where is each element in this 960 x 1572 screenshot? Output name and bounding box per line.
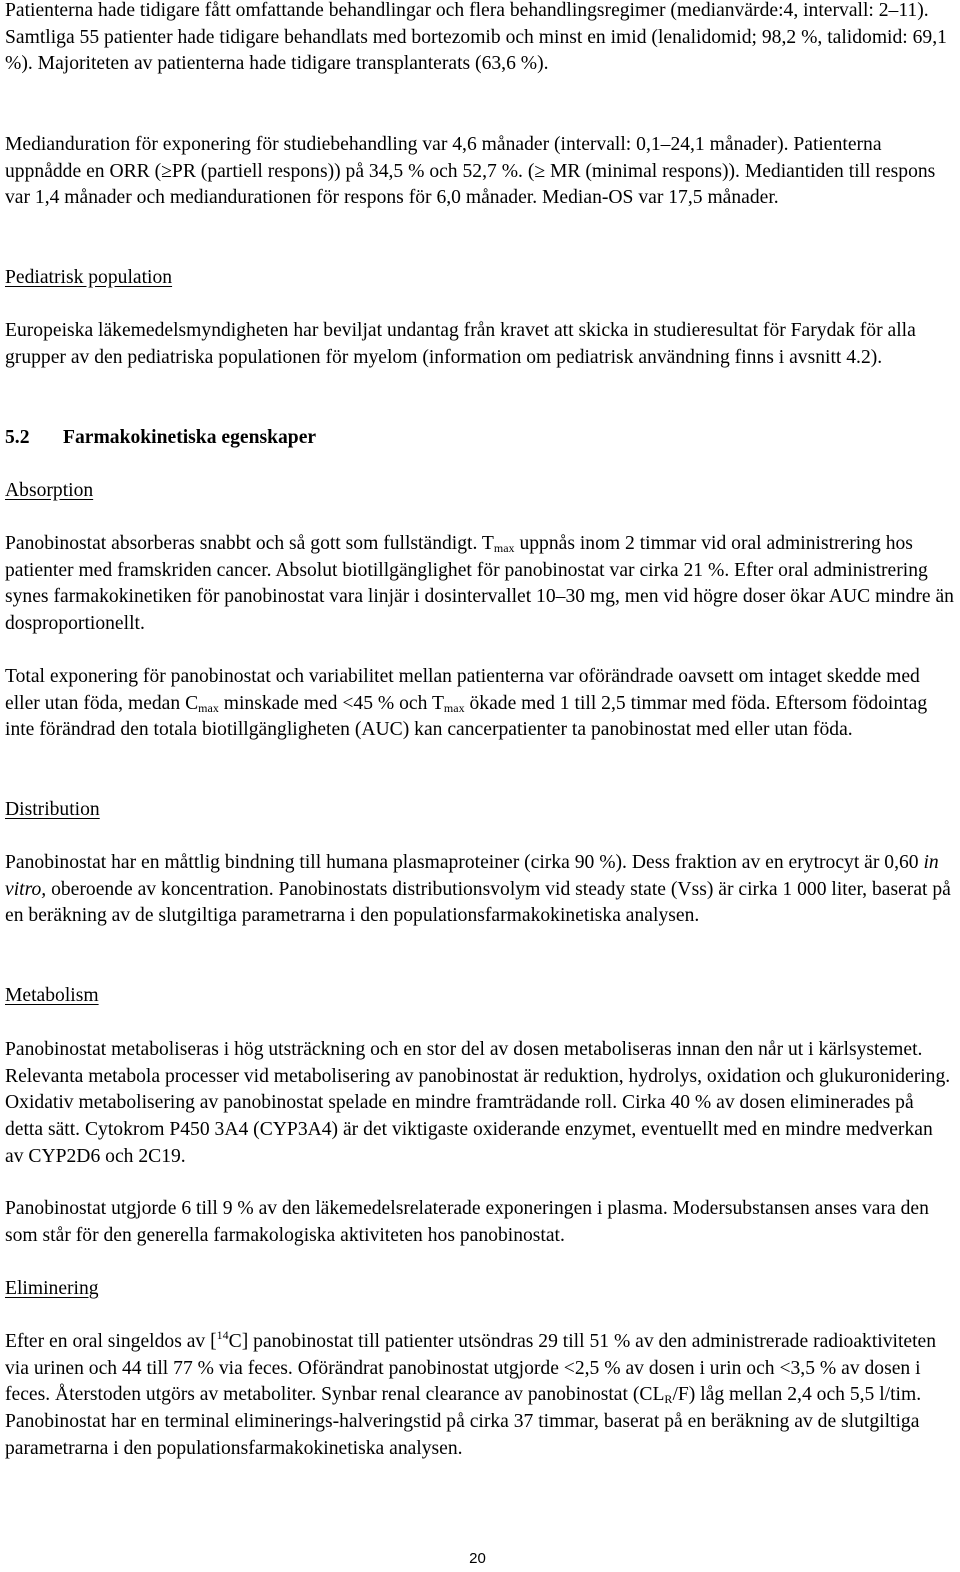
text-run: C] panobinostat till patienter utsöndras 29 till 51 % av den administrerade radioaktiviteten via urinen och 44 till 77 % via feces. Oförändrat panobinostat utgjorde <2,5 % av dosen i urin och <3,5 % av dosen i feces. Återstoden utgörs av metaboliter. Synbar renal clearance av panobinostat (CL	[5, 1331, 937, 1406]
text-run: Panobinostat absorberas snabbt och så gott som fullständigt. T	[5, 533, 494, 554]
page-number: 20	[469, 1550, 486, 1567]
superscript-14: 14	[216, 1328, 229, 1342]
heading-absorption: Absorption	[5, 480, 94, 501]
text-run: Efter en oral singeldos av [	[5, 1331, 217, 1352]
paragraph-pediatric: Europeiska läkemedelsmyndigheten har beviljat undantag från kravet att skicka in studieresultat för Farydak för alla grupper av den pediatriska populationen för myelom (information om pediatrisk användning finns i avsnitt 4.2).	[5, 320, 916, 368]
paragraph-metabolism-1: Panobinostat metaboliseras i hög utsträckning och en stor del av dosen metaboliseras innan den når ut i kärlsystemet. Relevanta metabola processer vid metabolisering av panobinostat är reduktion, hydrolys, oxidation och glukuronidering. Oxidativ metabolisering av panobinostat spelade en mindre framträdande roll. Cirka 40 % av dosen eliminerades på detta sätt. Cytokrom P450 3A4 (CYP3A4) är det viktigaste oxiderande enzymet, eventuellt med en mindre medverkan av CYP2D6 och 2C19.	[5, 1039, 951, 1167]
paragraph-distribution	[5, 850, 955, 930]
paragraph-exposure-duration: Medianduration för exponering för studiebehandling var 4,6 månader (intervall: 0,1–24,1 månader). Patienterna uppnådde en ORR (≥PR (partiell respons)) på 34,5 % och 52,7 %. (≥ MR (minimal respons)). Mediantiden till respons var 1,4 månader och mediandurationen för respons för 6,0 månader. Median-OS var 17,5 månader.	[5, 134, 936, 209]
paragraph-elimination	[5, 1329, 955, 1463]
text-run: ökade med 1 till 2,5 timmar med föda. Eftersom födointag inte förändrad den totala biotillgängligheten (AUC) kan cancerpatienter ta panobinostat med eller utan föda.	[5, 692, 928, 741]
heading-pediatric-population: Pediatrisk population	[5, 267, 173, 288]
paragraph-prior-treatment: Patienterna hade tidigare fått omfattande behandlingar och flera behandlingsregimer (medianvärde:4, intervall: 2–11). Samtliga 55 patienter hade tidigare behandlats med bortezomib och minst en imid (lenalidomid; 98,2 %, talidomid: 69,1 %). Majoriteten av patienterna hade tidigare transplanterats (63,6 %).	[5, 0, 947, 75]
subscript-r: R	[664, 1392, 673, 1407]
section-number: 5.2	[5, 427, 30, 448]
italic-in-vitro: in vitro,	[5, 852, 939, 900]
text-run: Panobinostat har en måttlig bindning till humana plasmaproteiner (cirka 90 %). Dess fraktion av en erytrocyt är 0,60	[5, 852, 924, 873]
text-run: /F) låg mellan 2,4 och 5,5 l/tim. Panobinostat har en terminal eliminerings-halveringstid på cirka 37 timmar, baserat på en beräkning av de slutgiltiga parametrarna i den populationsfarmakokinetiska analysen.	[5, 1384, 922, 1459]
text-run: oberoende av koncentration. Panobinostats distributionsvolym vid steady state (Vss) är cirka 1 000 liter, baserat på en beräkning av de slutgiltiga parametrarna i den populationsfarmakokinetiska analysen.	[5, 878, 951, 927]
heading-elimination: Eliminering	[5, 1278, 99, 1299]
paragraph-absorption-1	[5, 531, 955, 638]
section-heading-5-2	[5, 425, 316, 452]
paragraph-metabolism-2: Panobinostat utgjorde 6 till 9 % av den läkemedelsrelaterade exponeringen i plasma. Modersubstansen anses vara den som står för den generella farmakologiska aktiviteten hos panobinostat.	[5, 1198, 929, 1246]
subscript-max: max	[443, 700, 465, 715]
text-run: Total exponering för panobinostat och variabilitet mellan patienterna var oförändrade oavsett om intaget skedde med eller utan föda, medan C	[5, 666, 920, 714]
section-title: Farmakokinetiska egenskaper	[63, 427, 317, 448]
text-run: uppnås inom 2 timmar vid oral administrering hos patienter med framskriden cancer. Absolut biotillgänglighet för panobinostat var cirka 21 %. Efter oral administrering synes farmakokinetiken för panobinostat vara linjär i dosintervallet 10–30 mg, men vid högre doser ökar AUC mindre än dosproportionellt.	[5, 533, 954, 635]
subscript-max: max	[493, 541, 515, 555]
text-run: minskade med <45 % och T	[218, 692, 444, 714]
paragraph-absorption-2	[5, 664, 955, 744]
heading-distribution: Distribution	[5, 799, 100, 820]
subscript-max: max	[198, 700, 219, 715]
heading-metabolism: Metabolism	[5, 985, 99, 1006]
